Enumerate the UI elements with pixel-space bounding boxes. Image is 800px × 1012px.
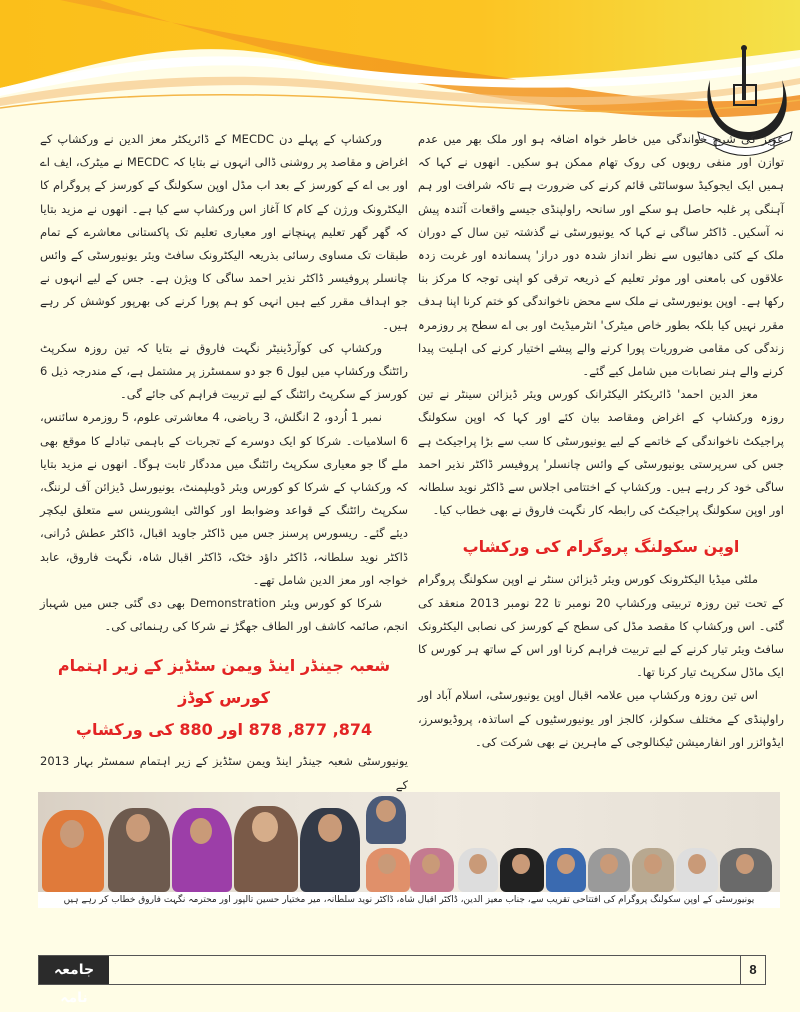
photo-person [410,848,454,892]
article-paragraph: یونیورسٹی شعبہ جینڈر اینڈ ویمن سٹڈیز کے زیر اہتمام سمسٹر بہار 2013 کے [40,754,408,792]
photo-caption: یونیورسٹی کے اوپن سکولنگ پروگرام کی افتتاحی تقریب سے، جناب معیز الدین، ڈاکٹر اقبال شاہ، ڈاکٹر نوید سلطانہ، میر مختیار حسین تالپور اور محترمہ نگہت فاروق خطاب کر رہے ہیں [38,892,780,908]
article-paragraph: ملٹی میڈیا الیکٹرونک کورس ویئر ڈیزائن سنٹر نے اوپن سکولنگ پروگرام کے تحت تین روزہ تربیتی ورکشاپ 20 نومبر تا 22 نومبر 2013 منعقد کی گئی۔ اس ورکشاپ کا مقصد مڈل کی سطح کے کورسز کی نصابی الیکٹرونک سافٹ ویئر تیار کرنے کے لیے تربیت فراہم کرنا اور اس کے ساتھ ہر کورس کا ایک ماڈل سکرپٹ تیار کرنا تھا۔ [418,572,784,680]
article-paragraph: ورکشاپ کی کوآرڈینیٹر نگہت فاروق نے بتایا کہ تین روزہ سکرپٹ رائٹنگ ورکشاپ میں لیول 6 جو دو سمسٹرز پر مشتمل ہے، کے مندرجہ ذیل 6 کورسز کے سکرپٹ رائٹنگ کے لیے تربیت فراہم کی جائے گی۔ [40,340,408,402]
section-heading-gender-studies-workshop [40,650,408,746]
photo-person [366,848,410,892]
photo-person [500,848,544,892]
heading-line: 874, 877, 878 اور 880 کی ورکشاپ [75,720,373,740]
photo-person [458,848,498,892]
article-paragraph: اس تین روزہ ورکشاپ میں علامہ اقبال اوپن یونیورسٹی، اسلام آباد اور راولپنڈی کے مختلف سکولز، کالجز اور یونیورسٹیوں کے اساتذہ، پروڈیوسرز، ایڈوائزر اور انفارمیشن ٹیکنالوجی کے ماہرین نے بھی شرکت کی۔ [418,688,784,749]
article-column-left [40,128,408,797]
section-heading-open-schooling-workshop: اوپن سکولنگ پروگرام کی ورکشاپ [462,537,740,557]
article-paragraph: نمبر 1 اُردو، 2 انگلش، 3 ریاضی، 4 معاشرتی علوم، 5 روزمرہ سائنس، 6 اسلامیات۔ شرکا کو ایک دوسرے کے تجربات کے باہمی تبادلے کا موقع بھی ملے گا جو معیاری سکرپٹ رائٹنگ میں مددگار ثابت ہوگا۔ انھوں نے مزید بتایا کہ ورکشاپ کے شرکا کو کورس ویئر ڈویلپمنٹ، یونیورسل ڈیزائن آف لرننگ، سکرپٹ رائٹنگ کے قواعد وضوابط اور کوالٹی ایشورینس سے متعلق لیکچر دیئے گئے۔ ریسورس پرسنز جس میں ڈاکٹر جاوید اقبال، ڈاکٹر عطش دُرانی، ڈاکٹر نوید سلطانہ، ڈاکٹر داؤد خٹک، ڈاکٹر اقبال شاہ، نگہت فاروق، عابد خواجہ اور معز الدین شامل تھے۔ [40,410,408,587]
group-photo [38,792,780,892]
photo-person [546,848,586,892]
photo-person [632,848,674,892]
photo-person [108,808,170,892]
photo-person [366,796,406,844]
photo-person [234,806,298,892]
article-paragraph: عزیز کی شرح خواندگی میں خاطر خواہ اضافہ ہو اور ملک بھر میں عدم توازن اور منفی رویوں کی روک تھام ممکن ہو سکیں۔ انھوں نے کہا کہ ہمیں ایک ایجوکیڈ سوسائٹی قائم کرنے کی ضرورت ہے تاکہ شرافت اور ہم آہنگی پر غلبہ حاصل ہو سکے اور سانحہ راولپنڈی جیسے واقعات آئندہ پیش نہ آسکیں۔ ڈاکٹر ساگی نے کہا کہ یونیورسٹی نے گذشتہ تین سال کے دوران ملک کے کئی دھائیوں سے نظر انداز شدہ دور دراز' پسماندہ اور غربت زدہ علاقوں کی بامعنی اور موثر تعلیم کے ذریعہ ترقی کو اپنی توجہ کا مرکز بنا رکھا ہے۔ اوپن یونیورسٹی نے ملک سے محض ناخواندگی کو ختم کرنا اپنا ہدف مقرر نہیں کیا بلکہ بطور خاص میٹرک' انٹرمیڈیٹ اور بی اے سطح پر روزمرہ زندگی کی مقامی ضروریات پورا کرنے والے پیشے اختیار کرنے کی اہلیت پیدا کرنے والے ہنر نصابات میں شامل کیے گئے۔ [417,132,784,379]
article-paragraph: معز الدین احمد' ڈائریکٹر الیکٹرانک کورس ویئر ڈیزائن سینٹر نے تین روزہ ورکشاپ کے اغراض ومقاصد بیان کئے اور کہا کہ اوپن سکولنگ پراجیکٹ ناخواندگی کے خاتمے کے لیے یونیورسٹی کا سب سے بڑا پراجیکٹ ہے جس کی سرپرستی یونیورسٹی کے وائس چانسلر' پروفیسر ڈاکٹر نذیر احمد ساگی خود کر رہے ہیں۔ ورکشاپ کے اختتامی اجلاس سے ڈاکٹر نوید سلطانہ اور اوپن سکولنگ پراجیکٹ کی رابطہ کار نگہت فاروق نے بھی خطاب کیا۔ [418,387,784,518]
photo-person [172,808,232,892]
photo-person [300,808,360,892]
article-paragraph: شرکا کو کورس ویئر Demonstration بھی دی گئی جس میں شہباز انجم، صائمہ کاشف اور الطاف جھگڑ نے شرکا کی رہنمائی کی۔ [40,596,408,634]
photo-person [676,848,718,892]
photo-person [42,810,104,892]
photo-person [720,848,772,892]
article-paragraph: ورکشاپ کے پہلے دن MECDC کے ڈائریکٹر معز الدین نے ورکشاپ کے اغراض و مقاصد پر روشنی ڈالی انہوں نے بتایا کہ MECDC نے میٹرک، ایف اے اور بی اے کے کورسز کے بعد اب مڈل اوپن سکولنگ کے کورسز کے پروگرام کا الیکٹرونک ورژن کے کام کا آغاز اس ورکشاپ سے کیا ہے۔ انھوں نے مزید بتایا کہ گھر گھر تعلیم پہنچانے اور معیاری تعلیم تک پاکستانی معاشرے کے تمام طبقات تک مساوی رسائی بذریعہ الیکٹرونک سافٹ ویئر یونیورسٹی کے وائس چانسلر پروفیسر ڈاکٹر نذیر احمد ساگی کا ویژن ہے۔ جس کے لیے انہوں نے جو اہداف مقرر کیے ہیں انہی کو ہم پورا کرنے کی بھرپور کوشش کر رہے ہیں۔ [40,132,408,332]
heading-line: شعبہ جینڈر اینڈ ویمن سٹڈیز کے زیر اہتمام کورس کوڈز [57,656,391,708]
page-footer [38,955,766,1006]
article-column-right [418,128,784,754]
publication-name: جامعہ نامہ [39,956,109,984]
photo-person [588,848,630,892]
header-swoosh-banner [0,0,800,130]
page-number: 8 [740,956,765,984]
